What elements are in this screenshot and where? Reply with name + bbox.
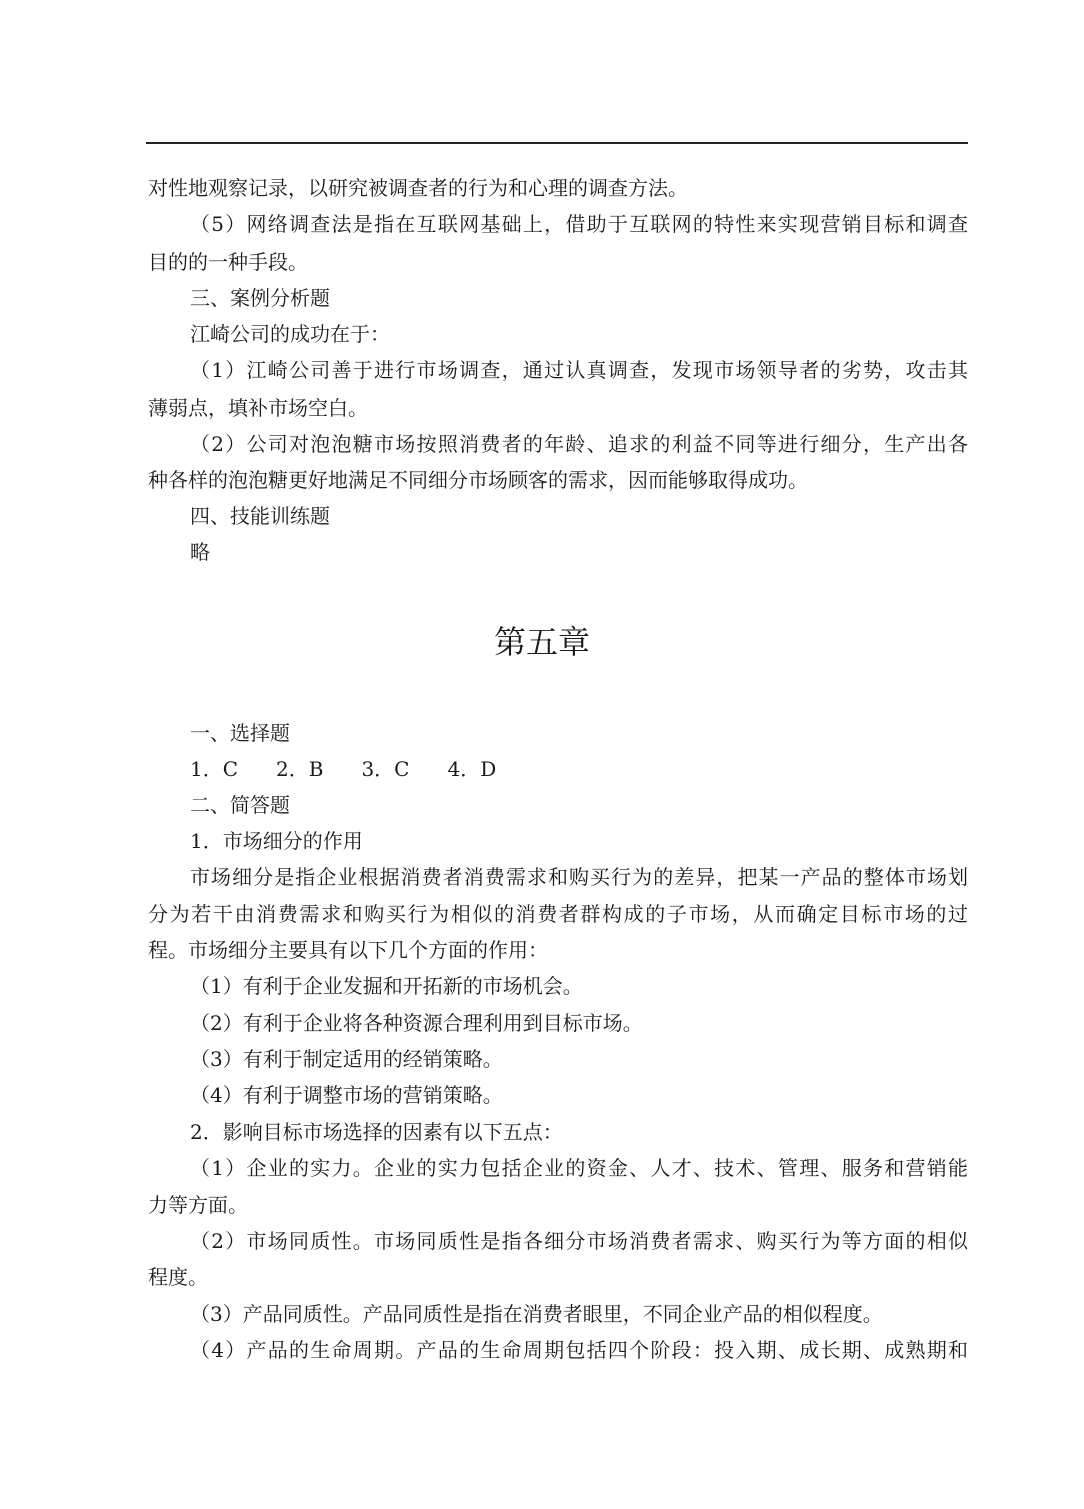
body-line: （3）有利于制定适用的经销策略。 xyxy=(190,1047,503,1071)
body-line: 目的的一种手段。 xyxy=(148,250,308,274)
section-heading: 三、案例分析题 xyxy=(190,286,330,310)
body-line: 江崎公司的成功在于： xyxy=(190,322,390,346)
body-line: （4）产品的生命周期。产品的生命周期包括四个阶段：投入期、成长期、成熟期和 xyxy=(190,1338,968,1362)
body-line: 对性地观察记录，以研究被调查者的行为和心理的调查方法。 xyxy=(148,176,688,200)
body-line: （5）网络调查法是指在互联网基础上，借助于互联网的特性来实现营销目标和调查 xyxy=(190,212,968,236)
answer-list xyxy=(190,756,534,782)
answer-item: 4．D xyxy=(447,757,497,781)
body-line: （2）公司对泡泡糖市场按照消费者的年龄、追求的利益不同等进行细分，生产出各 xyxy=(190,432,968,456)
chapter-title: 第五章 xyxy=(493,623,590,661)
body-line: 分为若干由消费需求和购买行为相似的消费者群构成的子市场，从而确定目标市场的过 xyxy=(148,902,968,926)
body-line: （4）有利于调整市场的营销策略。 xyxy=(190,1083,503,1107)
answer-item: 3．C xyxy=(361,757,410,781)
answer-item: 1．C xyxy=(190,757,239,781)
body-line: （1）江崎公司善于进行市场调查，通过认真调查，发现市场领导者的劣势，攻击其 xyxy=(190,358,968,382)
body-line: （2）市场同质性。市场同质性是指各细分市场消费者需求、购买行为等方面的相似 xyxy=(190,1229,968,1253)
body-line: （2）有利于企业将各种资源合理利用到目标市场。 xyxy=(190,1011,643,1035)
answer-item: 2．B xyxy=(276,757,324,781)
section-heading: 一、选择题 xyxy=(190,721,290,745)
subheading: 2．影响目标市场选择的因素有以下五点： xyxy=(190,1120,563,1144)
body-line: （1）有利于企业发掘和开拓新的市场机会。 xyxy=(190,974,583,998)
body-line: 力等方面。 xyxy=(148,1193,248,1217)
body-line: （3）产品同质性。产品同质性是指在消费者眼里，不同企业产品的相似程度。 xyxy=(190,1302,883,1326)
section-heading: 二、简答题 xyxy=(190,793,290,817)
body-line: 略 xyxy=(190,540,210,564)
body-line: 市场细分是指企业根据消费者消费需求和购买行为的差异，把某一产品的整体市场划 xyxy=(190,865,968,889)
body-line: （1）企业的实力。企业的实力包括企业的资金、人才、技术、管理、服务和营销能 xyxy=(190,1156,968,1180)
section-heading: 四、技能训练题 xyxy=(190,504,330,528)
body-line: 程。市场细分主要具有以下几个方面的作用： xyxy=(148,938,548,962)
body-line: 种各样的泡泡糖更好地满足不同细分市场顾客的需求，因而能够取得成功。 xyxy=(148,468,808,492)
header-rule xyxy=(146,142,968,144)
subheading: 1．市场细分的作用 xyxy=(190,829,363,853)
body-line: 程度。 xyxy=(148,1265,208,1289)
body-line: 薄弱点，填补市场空白。 xyxy=(148,396,368,420)
